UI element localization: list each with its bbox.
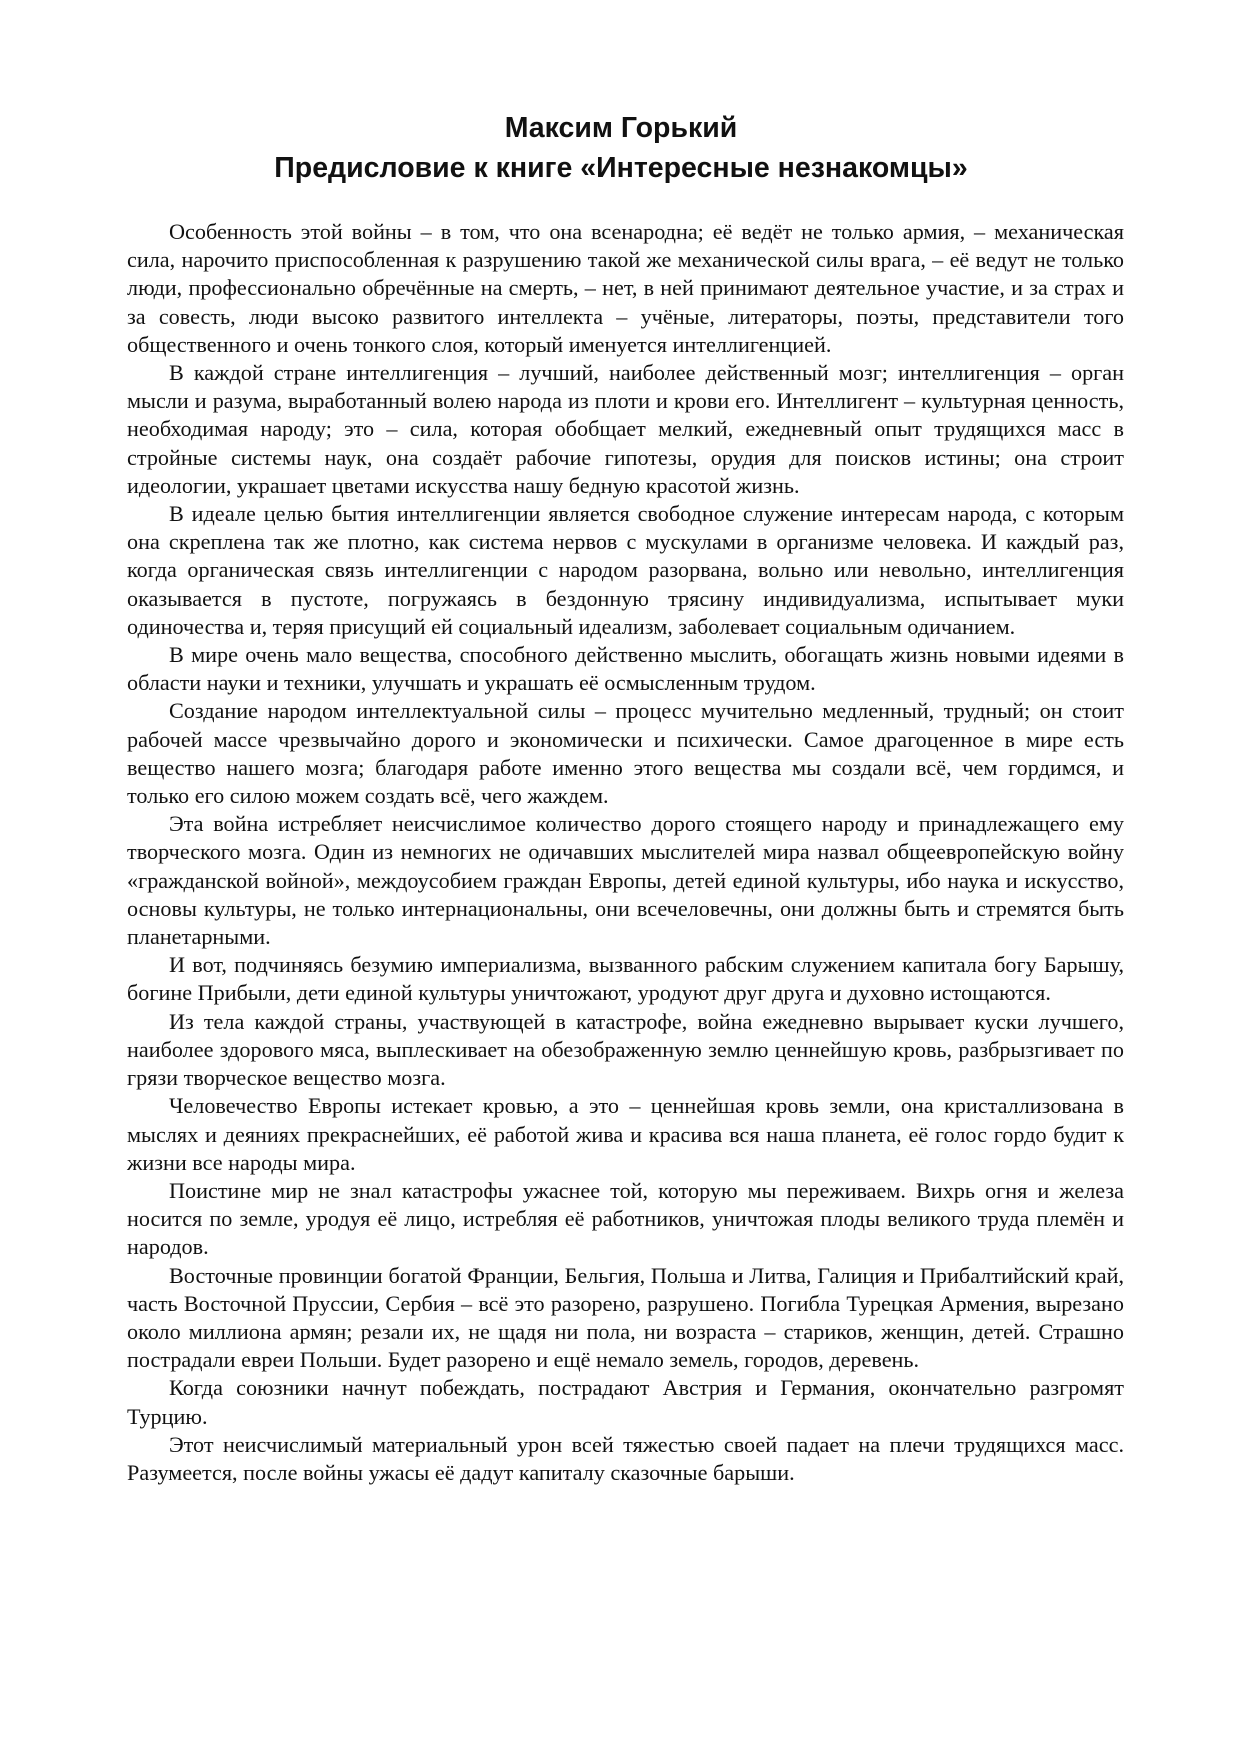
paragraph-11: Восточные провинции богатой Франции, Бельгия, Польша и Литва, Галиция и Прибалтийский край, часть Восточной Пруссии, Сербия – всё это разорено, разрушено. Погибла Турецкая Армения, вырезано около миллиона армян; резали их, не щадя ни пола, ни возраста – стариков, женщин, детей. Страшно пострадали евреи Польши. Будет разорено и ещё немало земель, городов, деревень.: [127, 1262, 1124, 1373]
document-body: [127, 218, 1124, 1487]
paragraph-4: В мире очень мало вещества, способного действенно мыслить, обогащать жизнь новыми идеями в области науки и техники, улучшать и украшать её осмысленным трудом.: [127, 642, 1124, 696]
author-name: Максим Горький: [504, 112, 738, 144]
paragraph-10: Поистине мир не знал катастрофы ужаснее той, которую мы переживаем. Вихрь огня и железа носится по земле, уродуя её лицо, истребляя её работников, уничтожая плоды великого труда племён и народов.: [127, 1177, 1124, 1260]
paragraph-12: Когда союзники начнут побеждать, пострадают Австрия и Германия, окончательно разгромят Турцию.: [127, 1375, 1124, 1429]
paragraph-1: Особенность этой войны – в том, что она всенародна; её ведёт не только армия, – механическая сила, нарочито приспособленная к разрушению такой же механической силы врага, – её ведут не только люди, профессионально обречённые на смерть, – нет, в ней принимают деятельное участие, и за страх и за совесть, люди высоко развитого интеллекта – учёные, литераторы, поэты, представители того общественного и очень тонкого слоя, который именуется интеллигенцией.: [127, 219, 1124, 357]
document-header: [0, 108, 1242, 188]
paragraph-7: И вот, подчиняясь безумию империализма, вызванного рабским служением капитала богу Барышу, богине Прибыли, дети единой культуры уничтожают, уродуют друг друга и духовно истощаются.: [127, 952, 1124, 1006]
paragraph-13: Этот неисчислимый материальный урон всей тяжестью своей падает на плечи трудящихся масс. Разумеется, после войны ужасы её дадут капиталу сказочные барыши.: [127, 1431, 1124, 1485]
paragraph-2: В каждой стране интеллигенция – лучший, наиболее действенный мозг; интеллигенция – орган мысли и разума, выработанный волею народа из плоти и крови его. Интеллигент – культурная ценность, необходимая народу; это – сила, которая обобщает мелкий, ежедневный опыт трудящихся масс в стройные системы наук, она создаёт рабочие гипотезы, орудия для поисков истины; она строит идеологии, украшает цветами искусства нашу бедную красотой жизнь.: [127, 360, 1124, 498]
document-title: Предисловие к книге «Интересные незнакомцы»: [274, 152, 968, 184]
paragraph-6: Эта война истребляет неисчислимое количество дорого стоящего народу и принадлежащего ему творческого мозга. Один из немногих не одичавших мыслителей мира назвал общеевропейскую войну «гражданской войной», междоусобием граждан Европы, детей единой культуры, ибо наука и искусство, основы культуры, не только интернациональны, они всечеловечны, они должны быть и стремятся быть планетарными.: [127, 811, 1124, 950]
paragraph-8: Из тела каждой страны, участвующей в катастрофе, война ежедневно вырывает куски лучшего, наиболее здорового мяса, выплескивает на обезображенную землю ценнейшую кровь, разбрызгивает по грязи творческое вещество мозга.: [127, 1008, 1124, 1091]
paragraph-3: В идеале целью бытия интеллигенции является свободное служение интересам народа, с которым она скреплена так же плотно, как система нервов с мускулами в организме человека. И каждый раз, когда органическая связь интеллигенции с народом разорвана, вольно или невольно, интеллигенция оказывается в пустоте, погружаясь в бездонную трясину индивидуализма, испытывает муки одиночества и, теряя присущий ей социальный идеализм, заболевает социальным одичанием.: [127, 501, 1124, 639]
paragraph-9: Человечество Европы истекает кровью, а это – ценнейшая кровь земли, она кристаллизована в мыслях и деяниях прекраснейших, её работой жива и красива вся наша планета, её голос гордо будит к жизни все народы мира.: [127, 1093, 1124, 1175]
paragraph-5: Создание народом интеллектуальной силы – процесс мучительно медленный, трудный; он стоит рабочей массе чрезвычайно дорого и экономически и психически. Самое драгоценное в мире есть вещество нашего мозга; благодаря работе именно этого вещества мы создали всё, чем гордимся, и только его силою можем создать всё, чего жаждем.: [127, 698, 1124, 809]
